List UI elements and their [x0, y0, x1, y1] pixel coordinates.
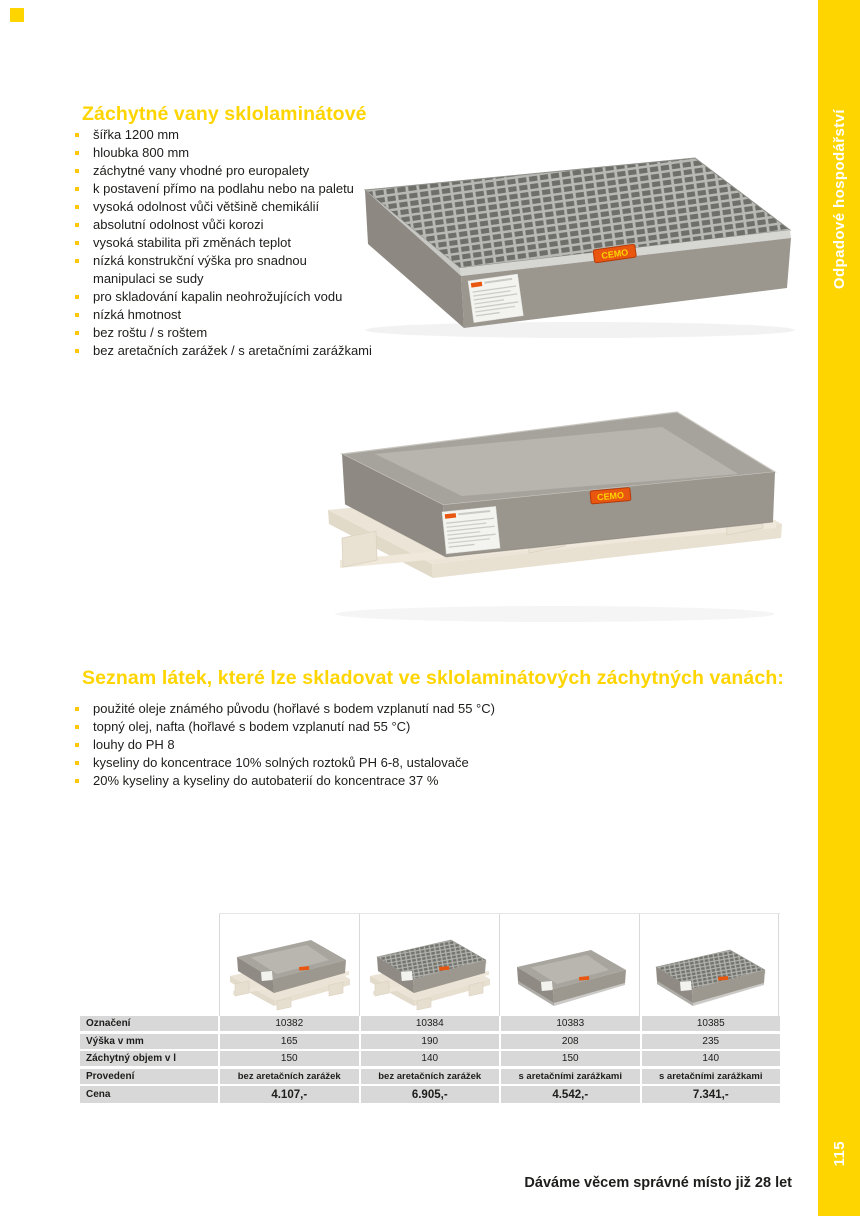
table-cell-height: 190: [361, 1034, 500, 1049]
shadow: [365, 322, 795, 338]
table-cell-volume: 150: [501, 1051, 640, 1066]
table-cell-price: 4.542,-: [501, 1086, 640, 1103]
table-cell-id: 10383: [501, 1016, 640, 1031]
list-item: použité oleje známého původu (hořlavé s bodem vzplanutí nad 55 °C): [74, 700, 694, 718]
category-label-box: [818, 88, 860, 310]
product-thumbnail-tray-open-floor: [505, 927, 635, 1011]
row-label: Výška v mm: [80, 1034, 218, 1049]
table-cell-height: 235: [642, 1034, 781, 1049]
table-cell-id: 10385: [642, 1016, 781, 1031]
table-cell-price: 4.107,-: [220, 1086, 359, 1103]
list-item: topný olej, nafta (hořlavé s bodem vzplanutí nad 55 °C): [74, 718, 694, 736]
products-table: [80, 1016, 780, 1103]
list-item: absolutní odolnost vůči korozi: [74, 216, 494, 234]
cemo-logo: [590, 488, 631, 504]
product-photo-tray-on-pallet: [320, 392, 785, 627]
product-thumbnail-tray-grate-floor: [644, 927, 774, 1011]
row-label: Cena: [80, 1086, 218, 1103]
cemo-logo-text: CEMO: [596, 490, 625, 503]
corner-print-mark: [10, 8, 24, 22]
product-image-cell: [639, 914, 779, 1016]
table-row-price: [80, 1086, 780, 1103]
list-item: vysoká odolnost vůči většině chemikálií: [74, 198, 494, 216]
table-cell-price: 6.905,-: [361, 1086, 500, 1103]
page-number: 115: [830, 1141, 848, 1167]
page-number-box: [818, 1132, 860, 1176]
list-item: 20% kyseliny a kyseliny do autobaterií do koncentrace 37 %: [74, 772, 694, 790]
table-cell-id: 10382: [220, 1016, 359, 1031]
table-row-volume: [80, 1051, 780, 1066]
table-cell-variant: bez aretačních zarážek: [220, 1069, 359, 1084]
product-photo-grate-tray: [335, 150, 795, 340]
list-item: hloubka 800 mm: [74, 144, 494, 162]
product-image-cell: [219, 914, 359, 1016]
list-item: bez roštu / s roštem: [74, 324, 494, 342]
shadow: [335, 606, 775, 622]
list-item: nízká hmotnost: [74, 306, 494, 324]
product-label: [442, 506, 500, 553]
category-label: Odpadové hospodářství: [830, 108, 848, 290]
product-thumbnail-tray-open-on-pallet: [225, 927, 355, 1011]
list-item: nízká konstrukční výška pro snadnou manipulaci se sudy: [74, 252, 494, 288]
product-thumbnail-tray-grate-on-pallet: [365, 927, 495, 1011]
list-item: vysoká stabilita při změnách teplot: [74, 234, 494, 252]
table-cell-price: 7.341,-: [642, 1086, 781, 1103]
table-cell-volume: 150: [220, 1051, 359, 1066]
table-cell-height: 165: [220, 1034, 359, 1049]
list-item: louhy do PH 8: [74, 736, 694, 754]
table-cell-variant: s aretačními zarážkami: [642, 1069, 781, 1084]
table-cell-variant: bez aretačních zarážek: [361, 1069, 500, 1084]
product-image-cell: [499, 914, 639, 1016]
row-label: Provedení: [80, 1069, 218, 1084]
product-image-row: [219, 913, 780, 1016]
list-item: bez aretačních zarážek / s aretačními zarážkami: [74, 342, 494, 360]
table-cell-height: 208: [501, 1034, 640, 1049]
table-cell-id: 10384: [361, 1016, 500, 1031]
table-cell-variant: s aretačními zarážkami: [501, 1069, 640, 1084]
section-title-products: Záchytné vany sklolaminátové: [82, 103, 367, 125]
section-title-substances: Seznam látek, které lze skladovat ve sklolaminátových záchytných vanách:: [82, 667, 784, 689]
list-item: pro skladování kapalin neohrožujících vodu: [74, 288, 494, 306]
list-item: k postavení přímo na podlahu nebo na paletu: [74, 180, 494, 198]
table-row-id: [80, 1016, 780, 1031]
table-cell-volume: 140: [361, 1051, 500, 1066]
row-label: Záchytný objem v l: [80, 1051, 218, 1066]
row-label: Označení: [80, 1016, 218, 1031]
list-item: záchytné vany vhodné pro europalety: [74, 162, 494, 180]
footer-tagline: Dáváme věcem správné místo již 28 let: [524, 1175, 792, 1191]
list-item: šířka 1200 mm: [74, 126, 494, 144]
substances-list: [74, 700, 694, 790]
table-row-height: [80, 1034, 780, 1049]
product-label: [468, 274, 523, 323]
cemo-logo-text: CEMO: [600, 247, 629, 261]
table-cell-volume: 140: [642, 1051, 781, 1066]
product-image-cell: [359, 914, 499, 1016]
table-row-variant: [80, 1069, 780, 1084]
list-item: kyseliny do koncentrace 10% solných roztoků PH 6-8, ustalovače: [74, 754, 694, 772]
